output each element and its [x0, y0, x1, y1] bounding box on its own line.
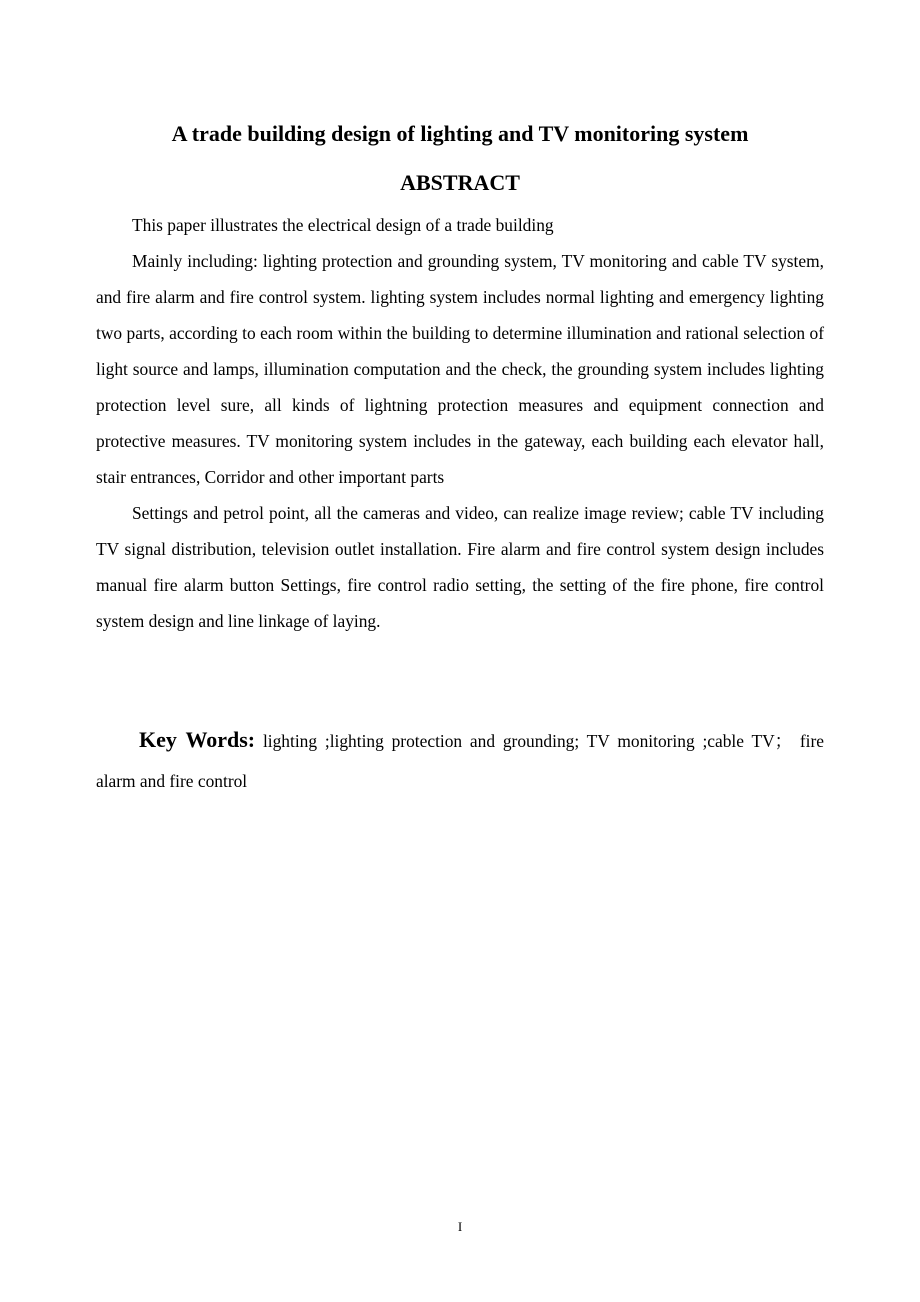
abstract-paragraph-2: Mainly including: lighting protection and grounding system, TV monitoring and cable TV system, and fire alarm and fire control system. lighting system includes normal lighting and emergency lighting two parts, according to each room within the building to determine illumination and rational selection of light source and lamps, illumination computation and the check, the grounding system includes lighting protection level sure, all kinds of lightning protection measures and equipment connection and protective measures. TV monitoring system includes in the gateway, each building each elevator hall, stair entrances, Corridor and other important parts: [96, 251, 824, 487]
document-title: A trade building design of lighting and TV monitoring system: [171, 121, 749, 146]
keywords-label: Key Words:: [139, 727, 256, 752]
keywords-line: [96, 720, 824, 801]
abstract-paragraph-1: This paper illustrates the electrical design of a trade building: [132, 215, 554, 235]
page-number: I: [457, 1219, 463, 1234]
abstract-paragraph-3: Settings and petrol point, all the cameras and video, can realize image review; cable TV including TV signal distribution, television outlet installation. Fire alarm and fire control system design includes manual fire alarm button Settings, fire control radio setting, the setting of the fire phone, fire control system design and line linkage of laying.: [96, 503, 824, 631]
keywords-text: lighting ;lighting protection and grounding; TV monitoring ;cable TV； fire alarm and fire control: [96, 731, 824, 791]
abstract-heading: ABSTRACT: [400, 170, 520, 195]
abstract-body: [96, 207, 824, 639]
